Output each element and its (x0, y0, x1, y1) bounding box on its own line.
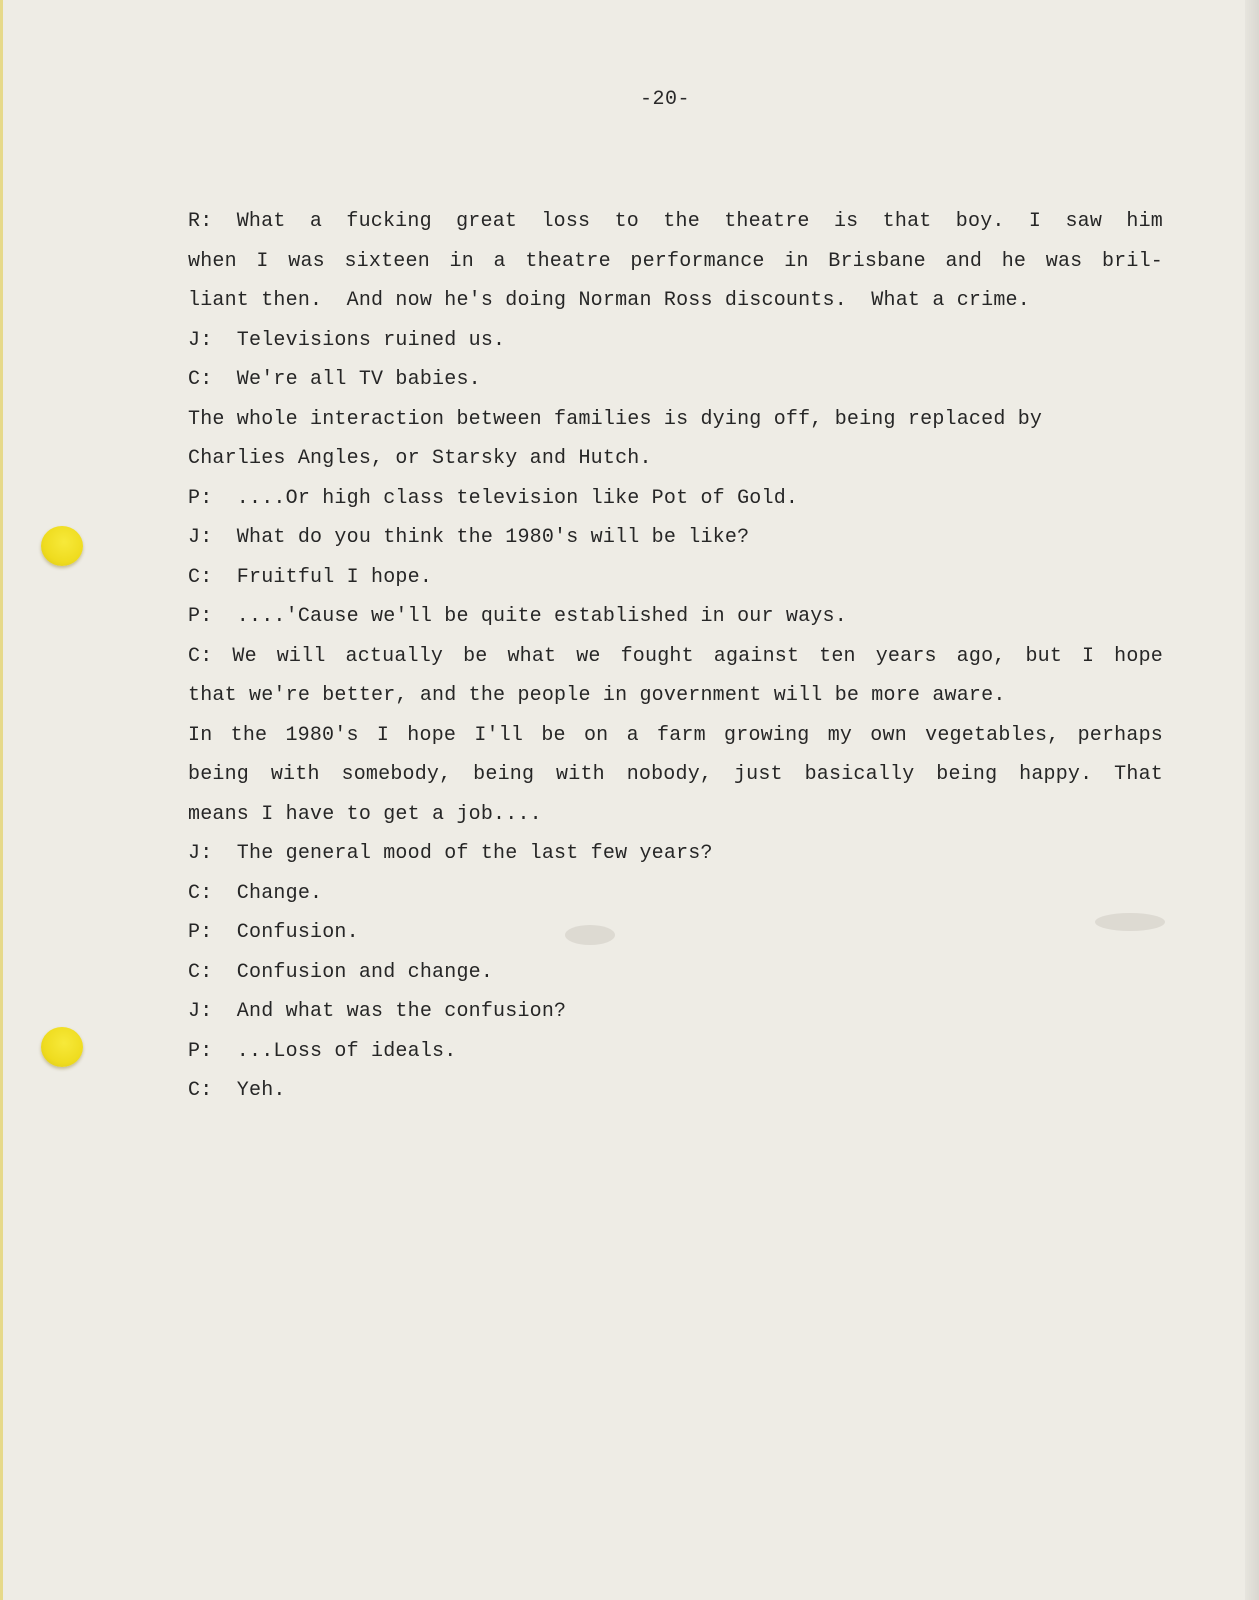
transcript-line: R: What a fucking great loss to the theatre is that boy. I saw him (188, 210, 1163, 233)
transcript-line: P: ....Or high class television like Pot of Gold. (188, 486, 799, 510)
transcript-line: Charlies Angles, or Starsky and Hutch. (188, 447, 652, 470)
page-right-edge (1245, 0, 1259, 1600)
transcript-line: means I have to get a job.... (188, 802, 542, 826)
transcript-line: C: Yeh. (188, 1079, 286, 1102)
binder-hole-reinforcement (41, 526, 83, 566)
transcript-text (188, 202, 1163, 1111)
transcript-line: C: Confusion and change. (188, 960, 494, 984)
transcript-line: P: ....'Cause we'll be quite established in our ways. (188, 605, 847, 628)
transcript-line: C: Change. (188, 881, 323, 905)
page-number: -20- (639, 88, 690, 111)
transcript-line: In the 1980's I hope I'll be on a farm growing my own vegetables, perhaps (188, 723, 1163, 747)
transcript-line: that we're better, and the people in government will be more aware. (188, 684, 1006, 707)
transcript-line: when I was sixteen in a theatre performance in Brisbane and he was bril- (188, 249, 1163, 273)
transcript-line: The whole interaction between families is dying off, being replaced by (188, 407, 1043, 431)
transcript-line: being with somebody, being with nobody, just basically being happy. That (188, 763, 1163, 786)
transcript-line: J: And what was the confusion? (188, 1000, 567, 1023)
transcript-line: J: Televisions ruined us. (188, 328, 506, 352)
transcript-line: J: What do you think the 1980's will be like? (188, 526, 750, 549)
transcript-line: C: Fruitful I hope. (188, 565, 433, 589)
binder-hole-reinforcement (41, 1027, 83, 1067)
transcript-line: liant then. And now he's doing Norman Ross discounts. What a crime. (188, 289, 1030, 312)
page-left-edge (0, 0, 3, 1600)
transcript-line: P: ...Loss of ideals. (188, 1039, 457, 1063)
transcript-line: J: The general mood of the last few years? (188, 842, 713, 865)
transcript-line: C: We're all TV babies. (188, 368, 481, 391)
transcript-line: P: Confusion. (188, 921, 359, 944)
transcript-line: C: We will actually be what we fought against ten years ago, but I hope (188, 644, 1163, 668)
